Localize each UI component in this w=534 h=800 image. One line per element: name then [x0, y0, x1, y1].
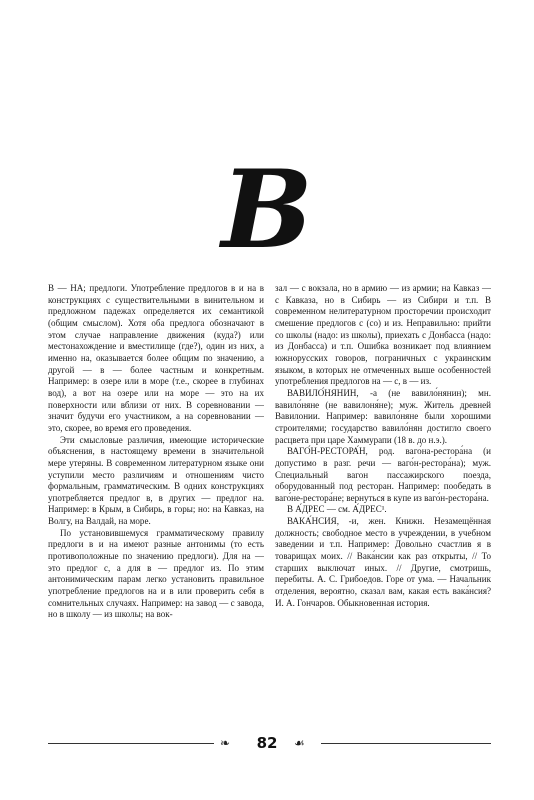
entry-vakansiya: ВАКА́НСИЯ, -и, жен. Книжн. Незамещённая должность; свободное место в учреждении, в учебном заведении и т.п. Например: Довольно счастлив я в товарищах моих. // Вака́нсии как раз открыты, // То старших выключат иных. // Другие, смотришь, перебиты. А. С. Грибоедов. Горе от ума. — Начальник отделения, вероятно, сказал вам, какая есть вака́нсия? И. А. Гончаров. Обыкновенная история. [275, 516, 491, 608]
chapter-letter: В [221, 147, 313, 273]
ornament-left-icon: ❧ [220, 736, 231, 750]
paragraph-grammar-rule: По установившемуся грамматическому правилу предлоги в и на имеют разные антонимы (то есть противоположные по значению предлоги). Для на — это предлог с, а для в — предлог из. По этим антонимическим парам легко установить правильное употребление предлогов на и в или проверить себя в сомнительных случаях. Например: на завод — с завода, но в школу — из школы; на вок- [48, 527, 264, 620]
entry-v-na: В — НА; предлоги. Употребление предлогов в и на в конструкциях с существительными в винительном и предложном падежах определяется их семантикой (общим смыслом). Хотя оба предлога обозначают в этом случае направление движения (куда?) или местонахождение и вместилище (где?), один из них, а именно на, оказывается более общим по значению, а другой — в — более частным и конкретным. Например: в озере или в море (т.е., скорее в глубинах вод), а вот на озере или на море — это на их поверхности или вблизи от них. В соревновании — значит будучи его участником, а на соревновании — это, скорее, во время его проведения. [48, 283, 264, 433]
entry-vagon-restoran: ВАГО́Н-РЕСТОРА́Н, род. ваго́на-рестора́на (и допустимо в разг. речи — ваго́н-рестора́на); муж. Специальный вагон пассажирского поезда, оборудованный под ресторан. Например: пообедать в ваго́не-рестора́не; вернуться в купе из ваго́н-рестора́на. [275, 446, 491, 503]
entry-v-adres: В А́ДРЕС — см. А́ДРЕС¹. [287, 504, 387, 515]
paragraph-semantic-differences: Эти смысловые различия, имеющие исторические объяснения, в настоящему времени в значительной мере утеряны. В современном литературном языке они уступили место различиям и отношениям чисто формальным, грамматическим. В одних конструкциях употребляется предлог в, в других — предлог на. Например: в Крым, в Сибирь, в горы; но: на Кавказ, на Волгу, на Валдай, на море. [48, 434, 264, 527]
page-footer [0, 733, 534, 755]
footer-rule-left [48, 743, 214, 744]
right-column [275, 283, 491, 723]
left-column [48, 283, 264, 723]
entry-vavilonyanin: ВАВИЛО́НЯНИН, -а (не вавило́нянин); мн. вавило́няне (не вавилоня́не); муж. Житель древней Вавилонии. Например: вавило́няне были хорошими строителями; государство вавило́нян достигло своего расцвета при царе Хаммурапи (18 в. до н.э.). [275, 387, 491, 445]
ornament-right-icon: ☙ [294, 736, 305, 750]
page-number: 82 [256, 734, 278, 752]
footer-rule-right [321, 743, 491, 744]
paragraph-continuation: зал — с вокзала, но в армию — из армии; на Кавказ — с Кавказа, но в Сибирь — из Сибири и т.п. В современном нелитературном просторечии происходит смешение предлогов с (со) и из. Неправильно: прийти со школы (надо: из школы), приехать с Донбасса (надо: из Донбасса) и т.п. Ошибка возникает под влиянием южнорусских говоров, пограничных с украинским языком, в которых не отмеченных выше особенностей употребления предлогов на — с, в — из. [275, 283, 491, 387]
